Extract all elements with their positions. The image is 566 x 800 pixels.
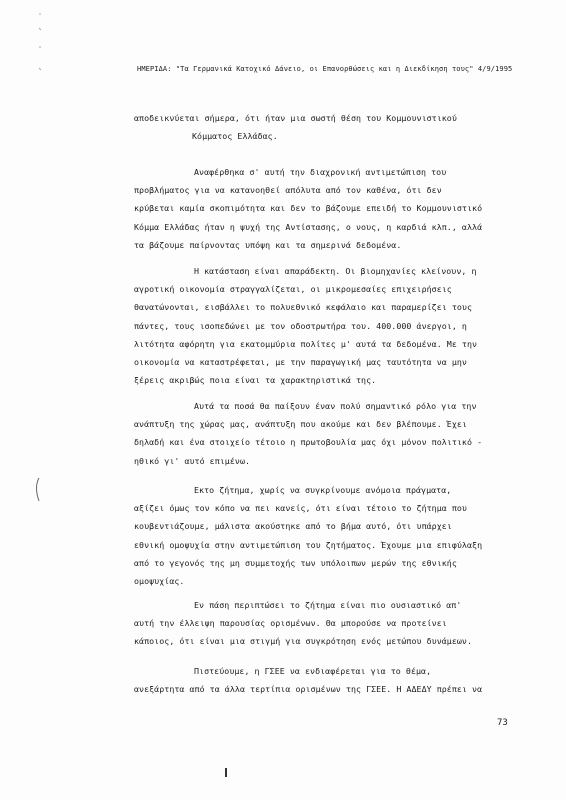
paragraph-1 [134, 109, 516, 145]
text-line: θανατώνονται, εισβάλλει το πολυεθνικό κεφάλαιο και παραμερίζει τους [134, 302, 473, 313]
scan-margin-marks [30, 8, 50, 128]
text-line: ανάπτυξη της χώρας μας, ανάπτυξη που ακούμε και δεν βλέπουμε. Έχει [134, 419, 467, 430]
text-line: Κόμματος Ελλάδας. [192, 131, 278, 142]
text-line: ξέρεις ακριβώς ποια είναι τα χαρακτηριστικά της. [134, 375, 377, 386]
text-line: ηθικό γι' αυτό επιμένω. [134, 455, 251, 466]
text-line: λιτότητα αφόρητη για εκατομμύρια πολίτες μ' αυτά τα δεδομένα. Με την [134, 338, 478, 349]
text-line: Αναφέρθηκα σ' αυτή την διαχρονική αντιμετώπιση του [194, 167, 447, 177]
paragraph-2 [134, 163, 516, 254]
text-line: αγροτική οικονομία στραγγαλίζεται, οι μικρομεσαίες επιχειρήσεις [134, 284, 452, 295]
text-line: ομοψυχίας. [134, 576, 185, 587]
scan-artifact-tick [225, 768, 227, 777]
text-line: κάποιος, ότι είναι μια στιγμή για συγκρότηση ενός μετώπου δυνάμεων. [134, 636, 473, 647]
text-line: εθνική ομοψυχία στην αντιμετώπιση του ζητήματος. Έχουμε μια επιφύλαξη [134, 539, 483, 550]
text-line: αυτή την έλλειψη παρουσίας ορισμένων. Θα μπορούσε να προτείνει [134, 618, 447, 629]
paragraph-3 [134, 262, 516, 389]
text-line: κουβεντιάζουμε, μάλιστα ακούστηκε από το βήμα αυτό, ότι υπάρχει [134, 521, 452, 532]
text-line: αξίζει όμως τον κόπο να πει κανείς, ότι είναι τέτοιο το ζήτημα που [134, 503, 467, 514]
paragraph-7 [134, 662, 516, 698]
text-line: τα βάζουμε παίρνοντας υπόψη και τα σημερινά δεδομένα. [134, 239, 402, 250]
header-line: ΗΜΕΡΙΔΑ: "Τα Γερμανικά Κατοχικό Δάνειο, οι Επανορθώσεις και η Διεκδίκηση τους" 4/9/1995 [137, 65, 513, 73]
text-line: δηλαδή και ένα στοιχείο τέτοιο η πρωτοβουλία μας όχι μόνον πολιτικό - [134, 437, 483, 448]
text-line: Αυτά τα ποσά θα παίξουν έναν πολύ σημαντικό ρόλο για την [194, 401, 477, 411]
paragraph-5 [134, 481, 516, 590]
text-line: Κόμμα Ελλάδας ήταν η ψυχή της Αντίστασης, ο νους, η καρδιά κλπ., αλλά [134, 221, 483, 232]
text-line: κρύβεται καμία σκοπιμότητα και δεν το βάζουμε επειδή το Κομμουνιστικό [134, 203, 483, 214]
text-line: προβλήματος για να κατανοηθεί απόλυτα από τον καθένα, ότι δεν [134, 185, 442, 196]
text-line: Εκτο ζήτημα, χωρίς να συγκρίνουμε ανόμοια πράγματα, [194, 485, 452, 495]
text-line: αποδεικνύεται σήμερα, ότι ήταν μια σωστή θέση του Κομμουνιστικού [134, 113, 457, 123]
page-number: 73 [497, 718, 508, 728]
scan-margin-bracket [30, 475, 42, 505]
text-line: πάντες, τους ισοπεδώνει με τον οδοστρωτήρα του. 400.000 άνεργοι, η [134, 320, 467, 331]
text-line: οικονομία να καταστρέφεται, με την παραγωγική μας ταυτότητα να μην [134, 357, 467, 368]
text-line: Πιστεύουμε, η ΓΣΕΕ να ενδιαφέρεται για το θέμα, [194, 666, 432, 676]
text-line: από το γεγονός της μη συμμετοχής των υπόλοιπων μερών της εθνικής [134, 557, 457, 568]
paragraph-6 [134, 596, 516, 651]
text-line: Εν πάση περιπτώσει το ζήτημα είναι πιο ουσιαστικό απ' [194, 600, 462, 610]
paragraph-4 [134, 397, 516, 470]
text-line: ανεξάρτητα από τα άλλα τερτίπια ορισμένων της ΓΣΕΕ. Η ΑΔΕΔΥ πρέπει να [134, 684, 483, 695]
text-line: Η κατάσταση είναι απαράδεκτη. Οι βιομηχανίες κλείνουν, η [194, 266, 477, 276]
